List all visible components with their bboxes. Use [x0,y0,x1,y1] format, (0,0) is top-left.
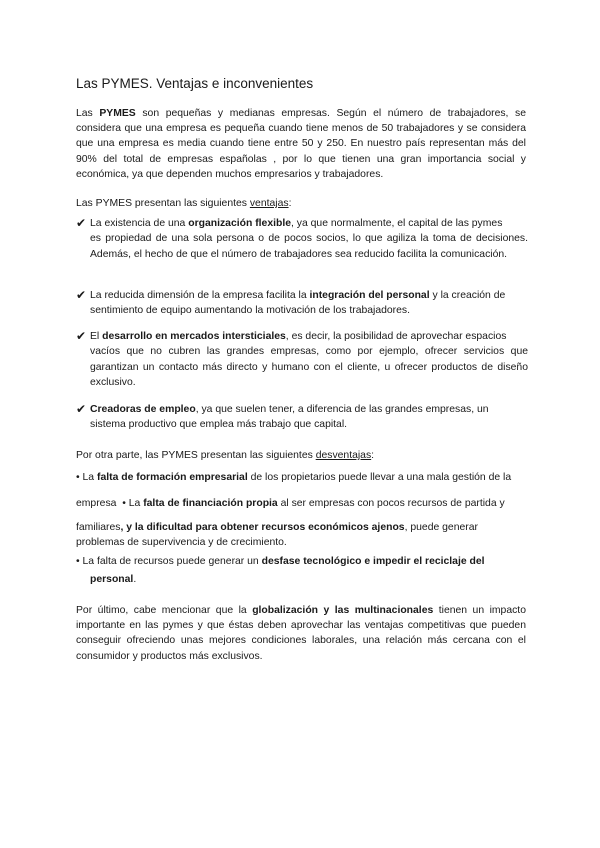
desventaja-line: • La falta de recursos puede generar un desfase tecnológico e impedir el reciclaje del personal. [76,556,485,585]
check-icon: ✔ [76,402,87,416]
check-icon: ✔ [76,329,87,343]
page-title: Las PYMES. Ventajas e inconvenientes [76,76,314,91]
check-icon: ✔ [76,216,87,230]
conclusion-paragraph: Por último, cabe mencionar que la globalización y las multinacionales tienen un impacto importante en las pymes y que éstas deben aprovechar las ventajas competitivas que pueden conseguir ofreciendo unas mejores condiciones laborales, una relación más cercana con el consumidor y productos más exclusivos. [76,605,526,662]
desventajas-intro: Por otra parte, las PYMES presentan las siguientes desventajas: [76,450,375,461]
intro-paragraph: Las PYMES son pequeñas y medianas empresas. Según el número de trabajadores, se considera que una empresa es pequeña cuando tiene menos de 50 trabajadores y se considera que una empresa es media cuando tiene entre 50 y 250. En nuestro país representan más del 90% del total de empresas españolas , por lo que tienen una gran importancia social y económica, ya que dependen muchos empresarios y trabajadores. [76,108,526,180]
desventaja-line: familiares, y la dificultad para obtener recursos económicos ajenos, puede generar problemas de supervivencia y de crecimiento. [76,522,478,548]
ventaja-item: ✔ La reducida dimensión de la empresa facilita la integración del personal y la creación de sentimiento de equipo aumentando la motivación de los trabajadores. [76,288,506,317]
ventaja-item: ✔ La existencia de una organización flexible, ya que normalmente, el capital de las pymes es propiedad de una sola persona o de pocos socios, lo que agiliza la toma de decisiones. Además, el hecho de que el número de trabajadores sea reducido facilita la comunicación. [76,216,528,260]
check-icon: ✔ [76,288,87,302]
ventaja-item: ✔ Creadoras de empleo, ya que suelen tener, a diferencia de las grandes empresas, un sistema productivo que emplea más trabajo que capital. [76,402,489,431]
ventajas-intro: Las PYMES presentan las siguientes ventajas: [76,198,292,209]
desventaja-line: • La falta de formación empresarial de los propietarios puede llevar a una mala gestión de la [76,472,512,483]
desventaja-line: empresa • La falta de financiación propia al ser empresas con pocos recursos de partida y [76,498,505,509]
ventaja-item: ✔ El desarrollo en mercados intersticiales, es decir, la posibilidad de aprovechar espacios vacíos que no cubren las grandes empresas, como por ejemplo, ofrecer servicios que garantizan un contacto más directo y humano con el cliente, u ofrecer productos de diseño exclusivo. [76,329,528,389]
